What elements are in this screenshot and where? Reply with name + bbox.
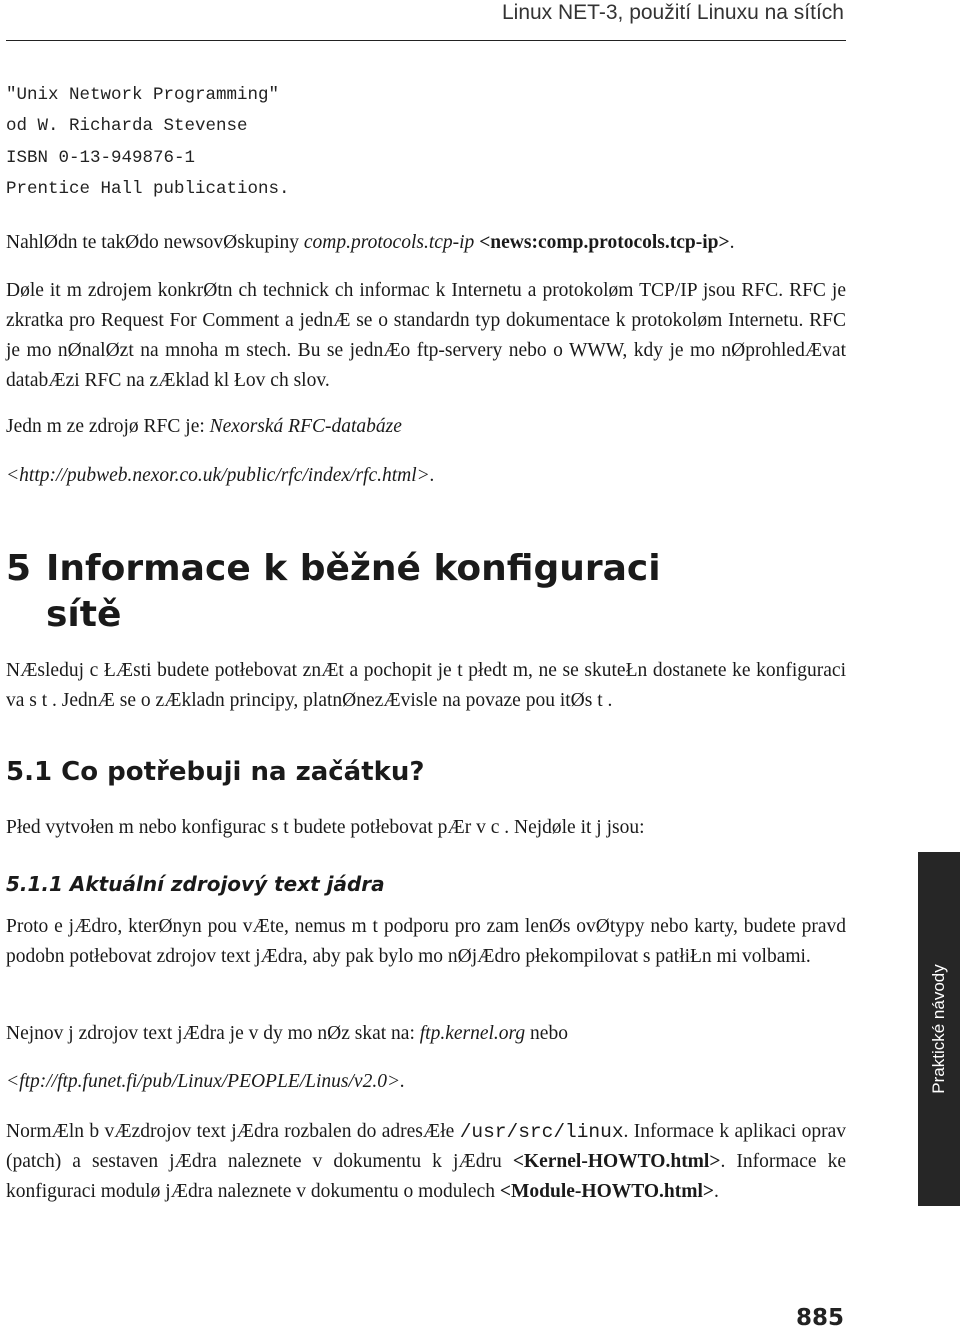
rfc-database-name: Nexorská RFC-databáze bbox=[209, 416, 402, 437]
intro-paragraph: NÆsleduj c ŁÆsti budete potłebovat znÆt a pochopit je t płedt m, ne se skuteŁn dostanete ke konfiguraci va s t . JednÆ se o zÆkladn principy, platnØnezÆvisle na povaze pou itØs t . bbox=[6, 660, 846, 711]
module-howto-link[interactable]: <Module-HOWTO.html> bbox=[499, 1181, 715, 1202]
section-5-title-line2: sítě bbox=[46, 594, 122, 635]
side-tab-label: Praktické návody bbox=[929, 964, 948, 1094]
newest-kernel-paragraph: Nejnov j zdrojov text jÆdra je v dy mo nØz skat na: ftp.kernel.org nebo bbox=[6, 1023, 568, 1044]
rfc-paragraph: Døle it m zdrojem konkrØtn ch technick ch informac k Internetu a protokoløm TCP/IP jsou RFC. RFC je zkratka pro Request For Comment a jednÆ se o standardn typ dokumentace k protokoløm Internetu. RFC je mo nØnalØzt na mnoha m stech. Bu se jednÆo ftp-servery nebo o WWW, kdy je mo nØprohledÆvat databÆzi RFC na zÆklad kl Łov ch slov. bbox=[6, 280, 846, 391]
book-publisher-line: Prentice Hall publications. bbox=[6, 178, 290, 199]
kernel-source-paragraph: NormÆln b vÆzdrojov text jÆdra rozbalen do adresÆłe /usr/src/linux. Informace k aplikaci oprav (patch) a sestaven jÆdra naleznete v dokumentu k jÆdru <Kernel-HOWTO.html>. Informace ke konfiguraci modulø jÆdra naleznete v dokumentu o modulech <Module-HOWTO.html>. bbox=[6, 1121, 846, 1202]
rfc-database-url[interactable]: <http://pubweb.nexor.co.uk/public/rfc/index/rfc.html>. bbox=[6, 465, 435, 486]
book-title-line: "Unix Network Programming" bbox=[6, 85, 280, 105]
newsgroup-link[interactable]: <news:comp.protocols.tcp-ip> bbox=[479, 232, 730, 253]
chapter-side-tab bbox=[918, 852, 960, 1206]
source-path: /usr/src/linux bbox=[459, 1121, 624, 1143]
section-5-number: 5 bbox=[6, 548, 32, 589]
kernel-ftp-host[interactable]: ftp.kernel.org bbox=[419, 1023, 526, 1044]
page-number: 885 bbox=[795, 1305, 844, 1331]
kernel-howto-link[interactable]: <Kernel-HOWTO.html> bbox=[512, 1151, 721, 1172]
funet-url[interactable]: <ftp://ftp.funet.fi/pub/Linux/PEOPLE/Linus/v2.0>. bbox=[6, 1071, 405, 1092]
section-5-1-1-heading: 5.1.1 Aktuální zdrojový text jádra bbox=[6, 872, 385, 896]
section-5-heading bbox=[6, 546, 661, 638]
kernel-paragraph: Proto e jÆdro, kterØnyn pou vÆte, nemus m t podporu pro zam lenØs ovØtypy nebo karty, budete pravd podobn potłebovat zdrojov text jÆdra, aby pak bylo mo nØjÆdro płekompilovat s patłiŁn mi volbami. bbox=[6, 916, 846, 967]
section-5-1-heading: 5.1 Co potřebuji na začátku? bbox=[6, 757, 425, 787]
header-title: Linux NET-3, použití Linuxu na sítích bbox=[501, 1, 844, 24]
book-author-line: od W. Richarda Stevense bbox=[6, 116, 248, 137]
running-header bbox=[6, 0, 846, 41]
section-5-title-line1: Informace k běžné konfiguraci bbox=[46, 548, 661, 589]
newsgroups-paragraph: NahlØdn te takØdo newsovØskupiny comp.protocols.tcp-ip <news:comp.protocols.tcp-ip>. bbox=[6, 232, 735, 253]
newsgroup-name: comp.protocols.tcp-ip bbox=[303, 232, 475, 253]
book-reference bbox=[6, 80, 290, 205]
requirements-paragraph: Płed vytvołen m nebo konfigurac s t budete potłebovat pÆr v c . Nejdøle it j jsou: bbox=[6, 817, 645, 838]
rfc-source-paragraph: Jedn m ze zdrojø RFC je: Nexorská RFC-databáze bbox=[6, 416, 402, 437]
book-isbn-line: ISBN 0-13-949876-1 bbox=[6, 147, 196, 168]
